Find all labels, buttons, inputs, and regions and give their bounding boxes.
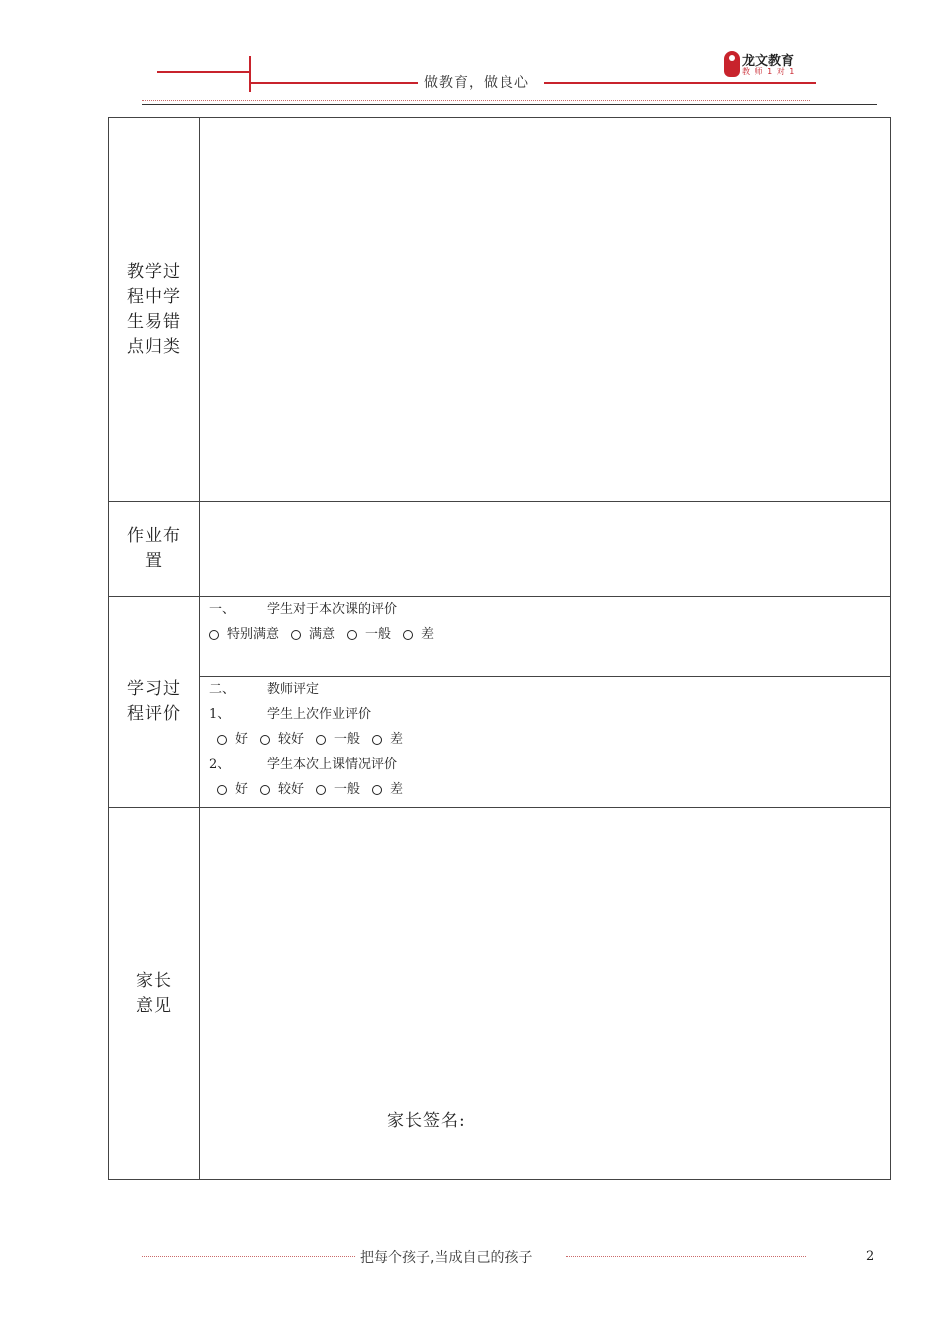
option-poor[interactable]: 差: [403, 622, 434, 647]
radio-circle-icon[interactable]: [316, 735, 326, 745]
header-dotted-rule: [142, 100, 810, 101]
radio-circle-icon[interactable]: [372, 785, 382, 795]
option-poor[interactable]: 差: [372, 727, 403, 752]
label-error-points: 教学过 程中学 生易错 点归类: [127, 261, 181, 357]
logo-subtitle: 教 师 1 对 1: [742, 67, 796, 76]
radio-circle-icon[interactable]: [217, 785, 227, 795]
option-average[interactable]: 一般: [316, 777, 360, 802]
teacher-evaluation: [209, 677, 415, 802]
label-parent-opinion: 家长 意见: [136, 971, 172, 1016]
student-evaluation: [209, 597, 446, 647]
label-learning-evaluation: 学习过 程评价: [127, 679, 181, 724]
logo-mark-icon: [724, 51, 740, 77]
header-slogan: 做教育，做良心: [424, 75, 529, 91]
option-good[interactable]: 好: [217, 777, 248, 802]
company-logo: [724, 50, 804, 80]
option-very-satisfied[interactable]: 特别满意: [209, 622, 279, 647]
option-fairly-good[interactable]: 较好: [260, 727, 304, 752]
logo-name: 龙文教育: [742, 54, 795, 69]
header-rule-mid: [251, 82, 418, 84]
option-poor[interactable]: 差: [372, 777, 403, 802]
option-good[interactable]: 好: [217, 727, 248, 752]
radio-circle-icon[interactable]: [347, 630, 357, 640]
radio-circle-icon[interactable]: [260, 785, 270, 795]
option-average[interactable]: 一般: [347, 622, 391, 647]
label-column-divider: [199, 118, 200, 1179]
student-eval-options: [209, 622, 446, 647]
class-eval-options: [209, 777, 415, 802]
header-bottom-rule: [142, 104, 877, 105]
radio-circle-icon[interactable]: [403, 630, 413, 640]
row-divider-3: [109, 807, 890, 808]
header-rule-divider: [249, 56, 251, 92]
footer-dotted-rule-right: [566, 1256, 806, 1257]
row-divider-1: [109, 501, 890, 502]
student-eval-heading: 一、 学生对于本次课的评价: [209, 602, 398, 617]
radio-circle-icon[interactable]: [260, 735, 270, 745]
homework-eval-heading: 1、 学生上次作业评价: [209, 707, 372, 722]
class-eval-heading: 2、 学生本次上课情况评价: [209, 757, 398, 772]
page-number: 2: [866, 1249, 875, 1264]
header-rule-left: [157, 71, 249, 73]
option-satisfied[interactable]: 满意: [291, 622, 335, 647]
teacher-eval-heading: 二、 教师评定: [209, 682, 320, 697]
radio-circle-icon[interactable]: [316, 785, 326, 795]
homework-eval-options: [209, 727, 415, 752]
radio-circle-icon[interactable]: [291, 630, 301, 640]
radio-circle-icon[interactable]: [209, 630, 219, 640]
footer-slogan: 把每个孩子,当成自己的孩子: [360, 1250, 533, 1266]
lesson-feedback-table: [108, 117, 891, 1180]
option-fairly-good[interactable]: 较好: [260, 777, 304, 802]
radio-circle-icon[interactable]: [372, 735, 382, 745]
label-homework: 作业布 置: [127, 526, 181, 571]
parent-signature-label: 家长签名:: [387, 1111, 466, 1131]
header-rule-right: [544, 82, 816, 84]
radio-circle-icon[interactable]: [217, 735, 227, 745]
option-average[interactable]: 一般: [316, 727, 360, 752]
footer-dotted-rule-left: [142, 1256, 355, 1257]
